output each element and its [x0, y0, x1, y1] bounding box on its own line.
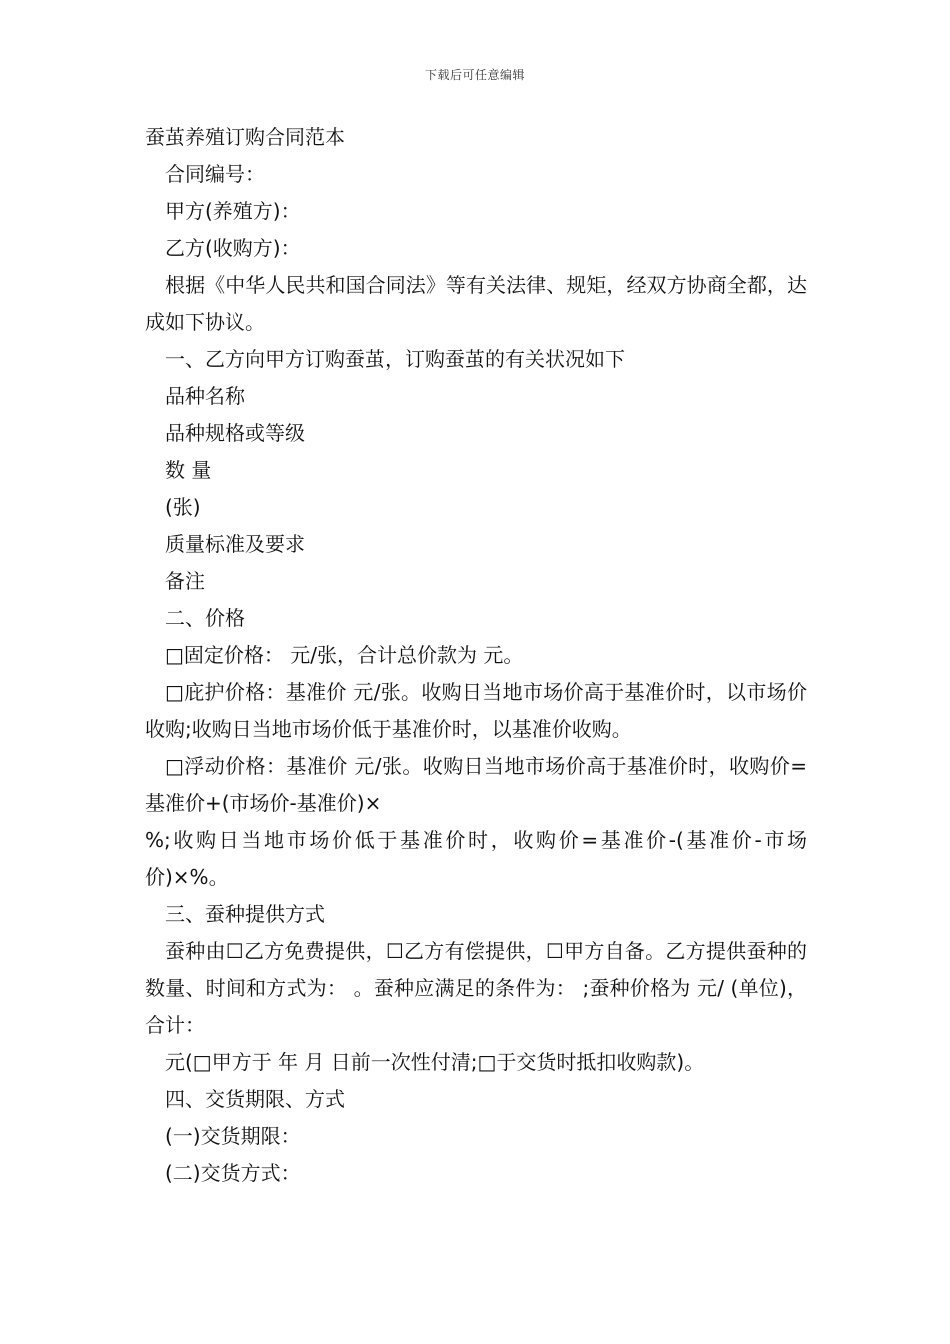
field-quantity: 数 量 [165, 458, 212, 482]
field-remarks: 备注 [165, 569, 205, 593]
delivery-method-line: (二)交货方式： [165, 1161, 301, 1185]
page-header: 下载后可任意编辑 [424, 68, 525, 82]
price-option-floating-continued: %;收购日当地市场价低于基准价时，收购价=基准价-(基准价-市场价)×%。 [145, 828, 807, 889]
price-option-floating: □浮动价格：基准价 元/张。收购日当地市场价高于基准价时，收购价=基准价+(市场价-基准价)× [145, 754, 807, 815]
field-variety-name: 品种名称 [165, 384, 245, 408]
section-1-heading: 一、乙方向甲方订购蚕茧，订购蚕茧的有关状况如下 [165, 347, 625, 371]
price-option-protected: □庇护价格：基准价 元/张。收购日当地市场价高于基准价时，以市场价收购;收购日当地市场价低于基准价时，以基准价收购。 [145, 680, 807, 741]
intro-paragraph: 根据《中华人民共和国合同法》等有关法律、规矩，经双方协商全都，达成如下协议。 [145, 273, 807, 334]
payment-line: 元(□甲方于 年 月 日前一次性付清;□于交货时抵扣收购款)。 [165, 1050, 705, 1074]
section-4-heading: 四、交货期限、方式 [165, 1087, 345, 1111]
party-a-line: 甲方(养殖方)： [165, 199, 301, 223]
price-option-fixed: □固定价格： 元/张，合计总价款为 元。 [165, 643, 524, 667]
party-b-line: 乙方(收购方)： [165, 236, 301, 260]
field-variety-spec: 品种规格或等级 [165, 421, 305, 445]
section-2-heading: 二、价格 [165, 606, 245, 630]
silkworm-supply-paragraph: 蚕种由☐乙方免费提供，☐乙方有偿提供，☐甲方自备。乙方提供蚕种的数量、时间和方式为： 。蚕种应满足的条件为： ;蚕种价格为 元/ (单位)，合计： [145, 939, 807, 1037]
section-3-heading: 三、蚕种提供方式 [165, 902, 325, 926]
field-quality-standard: 质量标准及要求 [165, 532, 305, 556]
delivery-period-line: (一)交货期限： [165, 1124, 301, 1148]
field-unit: (张) [165, 495, 201, 519]
contract-number-line: 合同编号： [165, 162, 265, 186]
document-body [145, 119, 807, 1192]
document-title: 蚕茧养殖订购合同范本 [145, 125, 345, 149]
